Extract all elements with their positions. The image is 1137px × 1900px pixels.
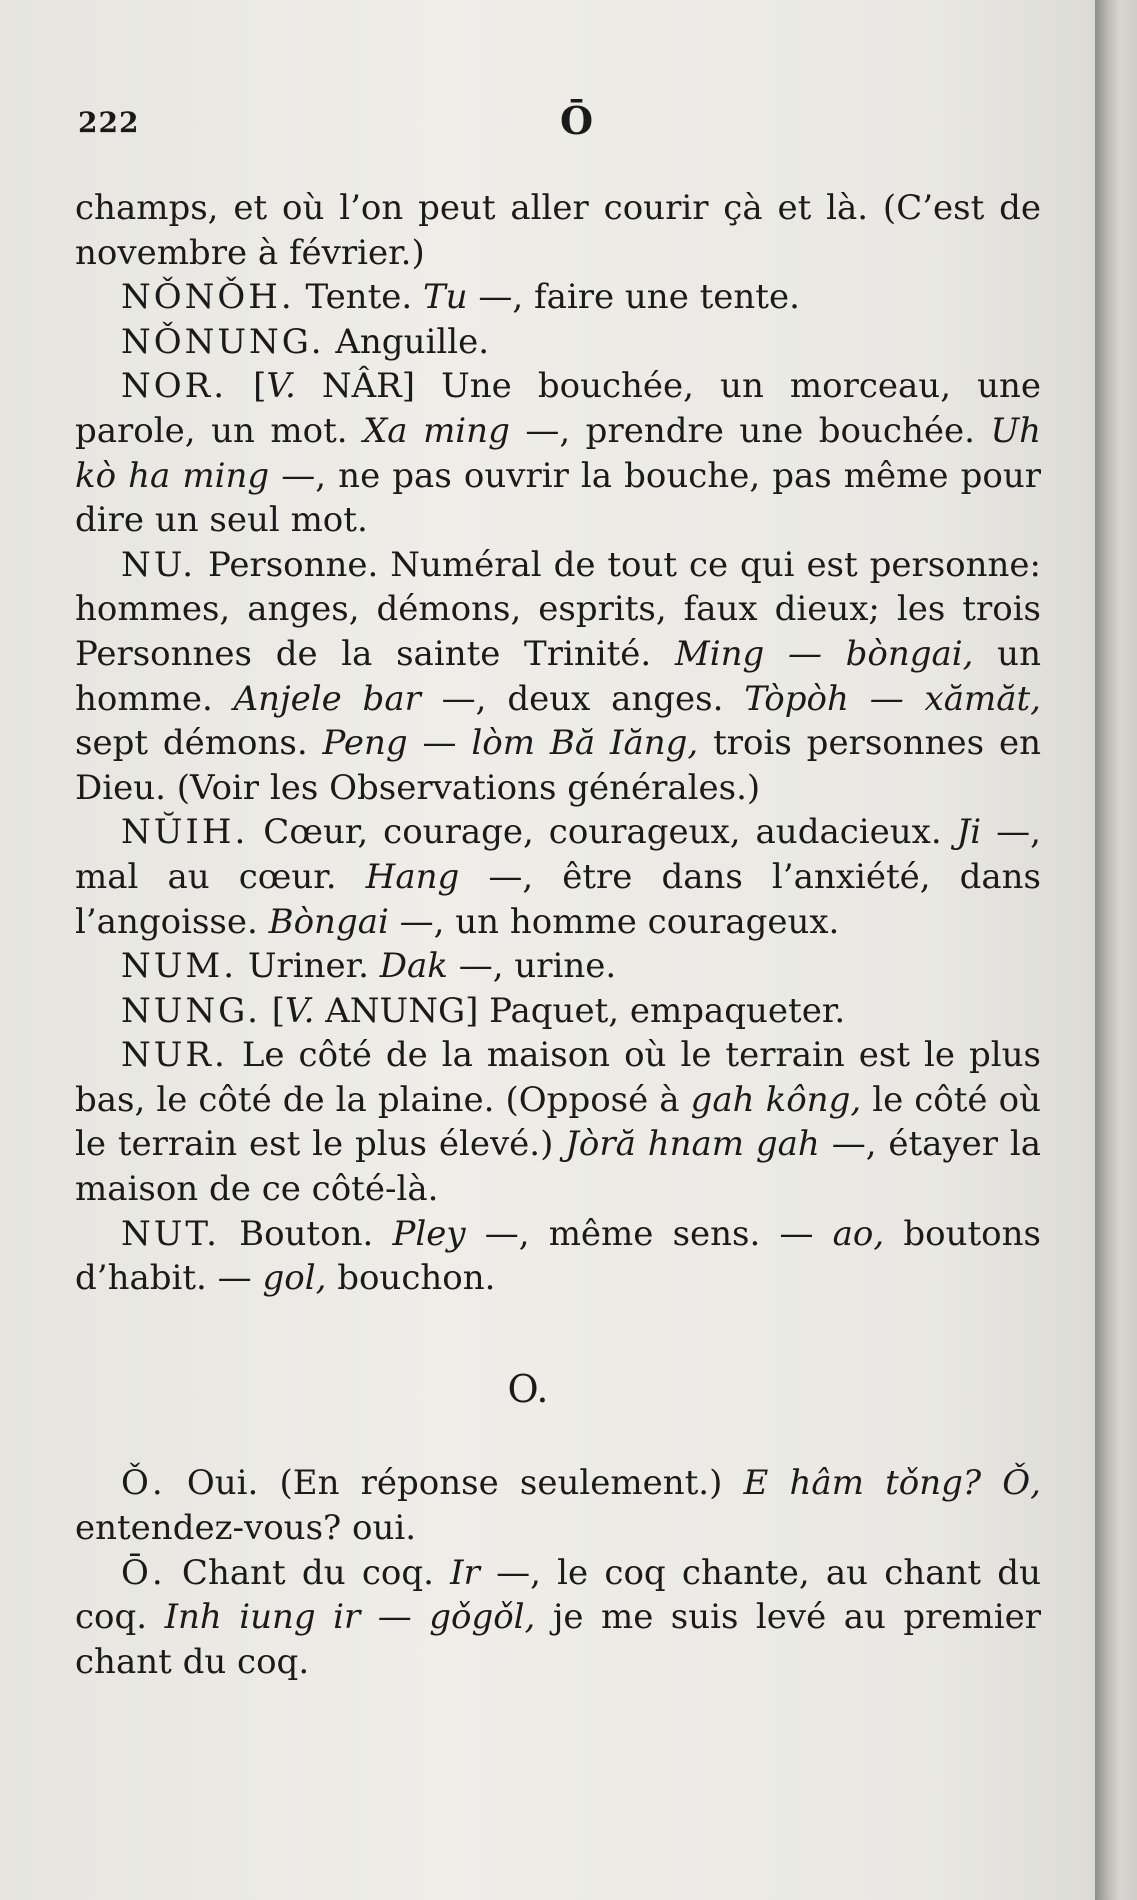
headword: NUR. <box>121 1035 228 1076</box>
continuation-paragraph: champs, et où l’on peut aller courir çà et là. (C’est de novembre à février.) <box>75 188 1041 273</box>
section-heading: O. <box>507 1366 549 1411</box>
headword: NUNG. <box>121 990 261 1031</box>
headword: Ǒ. <box>121 1463 166 1504</box>
running-head: Ō <box>560 98 594 143</box>
page-number: 222 <box>78 106 140 139</box>
headword: NǑNUNG. <box>121 321 325 362</box>
entry-num: NUM. Uriner. Dak —, urine. <box>121 946 617 987</box>
entry-o-macron: Ō. Chant du coq. Ir —, le coq chante, au chant du coq. Inh iung ir — gǒgǒl, je me suis levé au premier chant du coq. <box>75 1552 1041 1682</box>
entry-nor: NOR. [V. NÂR] Une bouchée, un morceau, une parole, un mot. Xa ming —, prendre une bouchée. Uh kò ha ming —, ne pas ouvrir la bouche, pas même pour dire un seul mot. <box>75 366 1041 541</box>
body-text <box>75 186 1041 1684</box>
page-header <box>78 98 1038 148</box>
entry-nonung: NǑNUNG. Anguille. <box>121 321 490 362</box>
entry-nuih: NŬIH. Cœur, courage, courageux, audacieux. Ji —, mal au cœur. Hang —, être dans l’anxiété, dans l’angoisse. Bòngai —, un homme courageux. <box>75 812 1041 942</box>
entry-nonoh: NǑNǑH. Tente. Tu —, faire une tente. <box>121 277 800 318</box>
headword: NUT. <box>121 1213 220 1254</box>
headword: NǑNǑH. <box>121 277 295 318</box>
headword: NOR. <box>121 366 228 407</box>
entry-nung: NUNG. [V. ANUNG] Paquet, empaqueter. <box>121 990 846 1031</box>
entry-o-breve: Ǒ. Oui. (En réponse seulement.) E hâm tǒng? Ǒ, entendez-vous? oui. <box>75 1463 1041 1549</box>
headword: NU. <box>121 544 197 585</box>
page-gutter <box>1095 0 1137 1900</box>
headword: NUM. <box>121 946 238 987</box>
headword: Ō. <box>121 1552 166 1593</box>
headword: NŬIH. <box>121 812 249 853</box>
entry-nut: NUT. Bouton. Pley —, même sens. — ao, boutons d’habit. — gol, bouchon. <box>75 1213 1041 1299</box>
entry-nu: NU. Personne. Numéral de tout ce qui est personne: hommes, anges, démons, esprits, faux dieux; les trois Personnes de la sainte Trinité. Ming — bòngai, un homme. Anjele bar —, deux anges. Tòpòh — xămăt, sept démons. Peng — lòm Bă Iăng, trois personnes en Dieu. (Voir les Observations générales.) <box>75 544 1041 808</box>
entry-nur: NUR. Le côté de la maison où le terrain est le plus bas, le côté de la plaine. (Opposé à gah kông, le côté où le terrain est le plus élevé.) Jòră hnam gah —, étayer la maison de ce côté-là. <box>75 1035 1042 1210</box>
